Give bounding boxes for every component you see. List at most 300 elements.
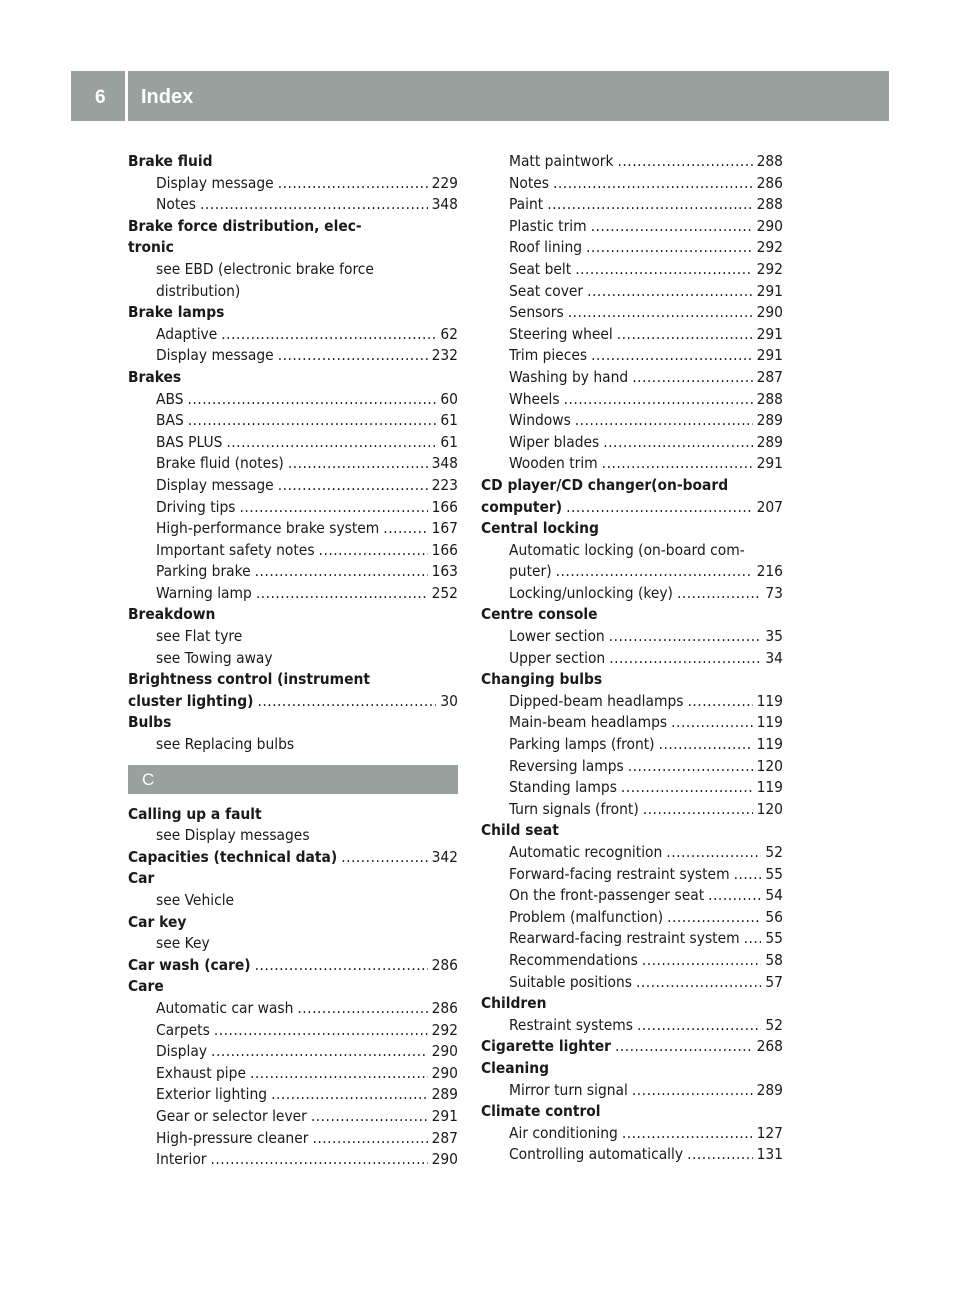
index-entry bbox=[128, 151, 458, 173]
index-subentry bbox=[481, 151, 783, 173]
index-subentry bbox=[481, 972, 783, 994]
entry-text: Brake force distribution, elec- bbox=[128, 216, 362, 235]
entry-text: BAS bbox=[156, 411, 184, 430]
dot-leader bbox=[632, 367, 752, 389]
dot-leader bbox=[297, 998, 427, 1020]
page-reference: 56 bbox=[765, 907, 783, 926]
page-reference: 268 bbox=[756, 1037, 783, 1056]
dot-leader bbox=[618, 151, 753, 173]
entry-text: Controlling automatically bbox=[509, 1145, 684, 1164]
page-reference: 119 bbox=[756, 713, 783, 732]
entry-text: Driving tips bbox=[156, 497, 236, 516]
entry-text: Notes bbox=[509, 173, 549, 192]
index-subentry bbox=[481, 345, 783, 367]
entry-text: Automatic car wash bbox=[156, 998, 294, 1017]
dot-leader bbox=[278, 475, 428, 497]
page-reference: 290 bbox=[431, 1063, 458, 1082]
page-reference: 52 bbox=[765, 1015, 783, 1034]
entry-text: see Towing away bbox=[156, 648, 273, 667]
page-reference: 288 bbox=[756, 152, 783, 170]
page-reference: 73 bbox=[765, 583, 783, 602]
dot-leader bbox=[591, 345, 752, 367]
dot-leader bbox=[615, 1036, 753, 1058]
index-subentry bbox=[128, 518, 458, 540]
index-entry bbox=[481, 1101, 783, 1123]
index-subentry bbox=[128, 173, 458, 195]
dot-leader bbox=[622, 1123, 753, 1145]
dot-leader bbox=[586, 237, 753, 259]
entry-text: Automatic recognition bbox=[509, 843, 663, 861]
page-reference: 127 bbox=[756, 1123, 783, 1142]
index-subentry bbox=[128, 1063, 458, 1085]
index-subentry bbox=[128, 540, 458, 562]
page-reference: 119 bbox=[756, 735, 783, 754]
index-subentry bbox=[481, 410, 783, 432]
entry-text: puter) bbox=[509, 562, 552, 581]
dot-leader bbox=[688, 691, 753, 713]
dot-leader bbox=[214, 1020, 428, 1042]
index-subentry bbox=[481, 1123, 783, 1145]
page-reference: 120 bbox=[756, 799, 783, 818]
index-subentry bbox=[128, 259, 458, 281]
index-entry bbox=[128, 237, 458, 259]
index-subentry bbox=[128, 998, 458, 1020]
entry-text: Lower section bbox=[509, 627, 605, 646]
entry-text: Bulbs bbox=[128, 713, 172, 732]
dot-leader bbox=[553, 173, 753, 195]
entry-text: Car key bbox=[128, 912, 187, 931]
index-entry bbox=[481, 1036, 783, 1058]
entry-text: Display message bbox=[156, 346, 274, 365]
entry-text: BAS PLUS bbox=[156, 432, 223, 451]
page-reference: 291 bbox=[756, 346, 783, 365]
page-reference: 290 bbox=[756, 303, 783, 322]
dot-leader bbox=[250, 1063, 428, 1085]
page-reference: 58 bbox=[765, 950, 783, 969]
index-subentry bbox=[128, 324, 458, 346]
entry-text: Important safety notes bbox=[156, 540, 315, 559]
dot-leader bbox=[383, 518, 427, 540]
entry-text: Windows bbox=[509, 411, 571, 430]
index-subentry bbox=[128, 1084, 458, 1106]
index-entry bbox=[128, 604, 458, 626]
entry-text: Wooden trim bbox=[509, 454, 598, 473]
page-reference: 292 bbox=[431, 1020, 458, 1039]
page-reference: 61 bbox=[440, 411, 458, 430]
index-subentry bbox=[481, 432, 783, 454]
entry-text: distribution) bbox=[156, 281, 241, 300]
page-reference: 286 bbox=[756, 173, 783, 192]
page-reference: 289 bbox=[756, 432, 783, 451]
dot-leader bbox=[643, 799, 753, 821]
entry-text: Brakes bbox=[128, 367, 182, 386]
page-reference: 291 bbox=[756, 281, 783, 300]
page-reference: 216 bbox=[756, 562, 783, 581]
entry-text: see EBD (electronic brake force bbox=[156, 259, 374, 278]
index-entry bbox=[128, 712, 458, 734]
dot-leader bbox=[744, 928, 762, 950]
index-subentry bbox=[128, 1149, 458, 1171]
index-subentry bbox=[128, 497, 458, 519]
entry-text: Car wash (care) bbox=[128, 955, 251, 974]
page-reference: 229 bbox=[431, 173, 458, 192]
dot-leader bbox=[257, 691, 436, 713]
dot-leader bbox=[200, 194, 428, 216]
page-reference: 288 bbox=[756, 389, 783, 408]
entry-text: see Display messages bbox=[156, 826, 310, 845]
section-letter-heading: C bbox=[128, 765, 458, 794]
header-divider bbox=[125, 71, 128, 121]
entry-text: Children bbox=[481, 994, 547, 1013]
index-column-left bbox=[128, 151, 458, 1171]
index-entry bbox=[128, 691, 458, 713]
page-reference: 348 bbox=[431, 454, 458, 473]
dot-leader bbox=[556, 561, 753, 583]
index-entry bbox=[481, 604, 783, 626]
entry-text: Calling up a fault bbox=[128, 804, 262, 823]
index-subentry bbox=[128, 648, 458, 670]
page-reference: 291 bbox=[756, 454, 783, 473]
dot-leader bbox=[666, 842, 761, 864]
index-subentry bbox=[128, 561, 458, 583]
entry-text: Breakdown bbox=[128, 605, 216, 624]
index-subentry bbox=[128, 933, 458, 955]
entry-text: Child seat bbox=[481, 821, 559, 840]
dot-leader bbox=[341, 847, 427, 869]
index-subentry bbox=[128, 1020, 458, 1042]
dot-leader bbox=[587, 281, 752, 303]
entry-text: Brake fluid bbox=[128, 152, 213, 170]
page-reference: 119 bbox=[756, 691, 783, 710]
entry-text: Centre console bbox=[481, 605, 598, 624]
dot-leader bbox=[609, 626, 762, 648]
index-entry bbox=[128, 912, 458, 934]
dot-leader bbox=[734, 864, 762, 886]
index-entry bbox=[128, 302, 458, 324]
index-subentry bbox=[128, 1041, 458, 1063]
index-entry bbox=[481, 820, 783, 842]
dot-leader bbox=[312, 1128, 427, 1150]
entry-text: Parking lamps (front) bbox=[509, 735, 655, 754]
entry-text: Reversing lamps bbox=[509, 756, 624, 775]
entry-text: Interior bbox=[156, 1150, 207, 1169]
page-reference: 252 bbox=[431, 583, 458, 602]
entry-text: Locking/unlocking (key) bbox=[509, 583, 673, 602]
index-subentry bbox=[128, 281, 458, 303]
entry-text: see Key bbox=[156, 934, 210, 953]
entry-text: Restraint systems bbox=[509, 1015, 633, 1034]
index-entry bbox=[128, 804, 458, 826]
entry-text: cluster lighting) bbox=[128, 691, 254, 710]
entry-text: Seat belt bbox=[509, 259, 572, 278]
index-subentry bbox=[481, 237, 783, 259]
entry-text: Care bbox=[128, 977, 164, 996]
page-reference: 288 bbox=[756, 195, 783, 214]
entry-text: Suitable positions bbox=[509, 972, 632, 991]
dot-leader bbox=[255, 955, 428, 977]
page-reference: 292 bbox=[756, 259, 783, 278]
entry-text: Seat cover bbox=[509, 281, 584, 300]
index-subentry bbox=[481, 453, 783, 475]
index-subentry bbox=[481, 302, 783, 324]
index-subentry bbox=[481, 540, 783, 562]
index-subentry bbox=[128, 734, 458, 756]
dot-leader bbox=[575, 259, 752, 281]
index-entry bbox=[481, 497, 783, 519]
index-subentry bbox=[481, 389, 783, 411]
dot-leader bbox=[617, 324, 753, 346]
entry-text: Plastic trim bbox=[509, 216, 587, 235]
page-reference: 163 bbox=[431, 562, 458, 581]
index-subentry bbox=[128, 890, 458, 912]
page-reference: 291 bbox=[756, 324, 783, 343]
index-entry bbox=[481, 1058, 783, 1080]
entry-text: Changing bulbs bbox=[481, 670, 603, 689]
dot-leader bbox=[575, 410, 753, 432]
page-reference: 342 bbox=[431, 847, 458, 866]
dot-leader bbox=[547, 194, 752, 216]
entry-text: Gear or selector lever bbox=[156, 1106, 307, 1125]
index-subentry bbox=[128, 389, 458, 411]
index-subentry bbox=[481, 799, 783, 821]
index-subentry bbox=[128, 345, 458, 367]
index-subentry bbox=[481, 885, 783, 907]
dot-leader bbox=[667, 907, 761, 929]
index-entry bbox=[481, 518, 783, 540]
page-reference: 286 bbox=[431, 955, 458, 974]
page-reference: 287 bbox=[431, 1128, 458, 1147]
dot-leader bbox=[632, 1080, 753, 1102]
page-reference: 232 bbox=[431, 346, 458, 365]
entry-text: Matt paintwork bbox=[509, 152, 614, 170]
entry-text: Roof lining bbox=[509, 238, 583, 257]
dot-leader bbox=[311, 1106, 428, 1128]
entry-text: Standing lamps bbox=[509, 778, 617, 797]
entry-text: High-performance brake system bbox=[156, 519, 380, 538]
entry-text: Trim pieces bbox=[509, 346, 588, 365]
index-entry bbox=[128, 868, 458, 890]
index-subentry bbox=[128, 825, 458, 847]
index-subentry bbox=[481, 1015, 783, 1037]
entry-text: Sensors bbox=[509, 303, 564, 322]
page-reference: 289 bbox=[431, 1085, 458, 1104]
index-entry bbox=[128, 955, 458, 977]
dot-leader bbox=[240, 497, 428, 519]
entry-text: Central locking bbox=[481, 519, 599, 538]
dot-leader bbox=[628, 756, 753, 778]
entry-text: see Flat tyre bbox=[156, 627, 243, 646]
index-subentry bbox=[481, 648, 783, 670]
index-subentry bbox=[481, 734, 783, 756]
page-reference: 35 bbox=[765, 627, 783, 646]
page-reference: 120 bbox=[756, 756, 783, 775]
page-reference: 167 bbox=[431, 519, 458, 538]
dot-leader bbox=[687, 1144, 753, 1166]
entry-text: computer) bbox=[481, 497, 563, 516]
page-reference: 207 bbox=[756, 497, 783, 516]
entry-text: see Vehicle bbox=[156, 891, 235, 909]
entry-text: Adaptive bbox=[156, 324, 218, 343]
index-column-right bbox=[481, 151, 783, 1166]
page-reference: 290 bbox=[431, 1042, 458, 1061]
dot-leader bbox=[708, 885, 761, 907]
entry-text: Steering wheel bbox=[509, 324, 613, 343]
dot-leader bbox=[211, 1149, 428, 1171]
dot-leader bbox=[188, 410, 437, 432]
dot-leader bbox=[188, 389, 437, 411]
dot-leader bbox=[566, 497, 752, 519]
entry-text: Warning lamp bbox=[156, 583, 252, 602]
entry-text: Air conditioning bbox=[509, 1123, 618, 1142]
page-reference: 290 bbox=[756, 216, 783, 235]
entry-text: Forward-facing restraint system bbox=[509, 864, 730, 883]
entry-text: Automatic locking (on-board com- bbox=[509, 540, 745, 559]
entry-text: Car bbox=[128, 869, 155, 888]
dot-leader bbox=[636, 972, 761, 994]
entry-text: Climate control bbox=[481, 1102, 601, 1121]
index-subentry bbox=[481, 756, 783, 778]
entry-text: Dipped-beam headlamps bbox=[509, 691, 684, 710]
dot-leader bbox=[568, 302, 753, 324]
entry-text: Turn signals (front) bbox=[509, 799, 639, 818]
dot-leader bbox=[211, 1041, 428, 1063]
entry-text: Washing by hand bbox=[509, 367, 629, 386]
entry-text: Display message bbox=[156, 475, 274, 494]
index-subentry bbox=[481, 173, 783, 195]
index-subentry bbox=[128, 626, 458, 648]
dot-leader bbox=[671, 712, 752, 734]
page-reference: 291 bbox=[431, 1106, 458, 1125]
index-subentry bbox=[128, 1106, 458, 1128]
index-subentry bbox=[481, 281, 783, 303]
page-reference: 287 bbox=[756, 367, 783, 386]
dot-leader bbox=[278, 345, 428, 367]
entry-text: Brake fluid (notes) bbox=[156, 454, 284, 473]
entry-text: Exterior lighting bbox=[156, 1085, 268, 1104]
page-reference: 286 bbox=[431, 998, 458, 1017]
page-reference: 289 bbox=[756, 411, 783, 430]
index-subentry bbox=[128, 432, 458, 454]
dot-leader bbox=[319, 540, 428, 562]
page-reference: 166 bbox=[431, 497, 458, 516]
index-subentry bbox=[481, 777, 783, 799]
page-reference: 54 bbox=[765, 886, 783, 905]
index-subentry bbox=[481, 1080, 783, 1102]
entry-text: Problem (malfunction) bbox=[509, 907, 664, 926]
dot-leader bbox=[271, 1084, 427, 1106]
entry-text: Display message bbox=[156, 173, 274, 192]
index-subentry bbox=[481, 561, 783, 583]
dot-leader bbox=[226, 432, 436, 454]
entry-text: Cigarette lighter bbox=[481, 1037, 611, 1056]
page-reference: 62 bbox=[440, 324, 458, 343]
dot-leader bbox=[637, 1015, 761, 1037]
page-reference: 61 bbox=[440, 432, 458, 451]
page-header bbox=[71, 71, 889, 121]
index-subentry bbox=[481, 194, 783, 216]
index-entry bbox=[481, 993, 783, 1015]
entry-text: Mirror turn signal bbox=[509, 1080, 628, 1099]
page-reference: 119 bbox=[756, 778, 783, 797]
page-reference: 290 bbox=[431, 1150, 458, 1169]
page-reference: 292 bbox=[756, 238, 783, 257]
dot-leader bbox=[609, 648, 761, 670]
entry-text: Cleaning bbox=[481, 1058, 550, 1077]
entry-text: Wiper blades bbox=[509, 432, 600, 451]
index-subentry bbox=[481, 907, 783, 929]
dot-leader bbox=[642, 950, 762, 972]
page-reference: 55 bbox=[765, 929, 783, 948]
entry-text: Brightness control (instrument bbox=[128, 670, 370, 689]
dot-leader bbox=[278, 173, 428, 195]
index-subentry bbox=[128, 583, 458, 605]
entry-text: On the front-passenger seat bbox=[509, 886, 705, 905]
entry-text: Recommendations bbox=[509, 950, 638, 969]
index-subentry bbox=[481, 950, 783, 972]
dot-leader bbox=[677, 583, 761, 605]
dot-leader bbox=[591, 216, 753, 238]
entry-text: Brake lamps bbox=[128, 303, 225, 322]
index-entry bbox=[128, 976, 458, 998]
page-reference: 348 bbox=[431, 195, 458, 214]
index-subentry bbox=[481, 626, 783, 648]
index-entry bbox=[128, 847, 458, 869]
entry-text: Display bbox=[156, 1042, 208, 1061]
entry-text: see Replacing bulbs bbox=[156, 735, 295, 754]
page-reference: 289 bbox=[756, 1080, 783, 1099]
index-subentry bbox=[481, 583, 783, 605]
index-entry bbox=[128, 367, 458, 389]
entry-text: Upper section bbox=[509, 648, 606, 667]
page-reference: 166 bbox=[431, 540, 458, 559]
index-entry bbox=[128, 216, 458, 238]
page-reference: 52 bbox=[765, 843, 783, 861]
index-subentry bbox=[481, 842, 783, 864]
page-number: 6 bbox=[95, 87, 106, 108]
entry-text: CD player/CD changer(on-board bbox=[481, 475, 729, 494]
dot-leader bbox=[564, 389, 753, 411]
index-subentry bbox=[481, 691, 783, 713]
page-reference: 60 bbox=[440, 389, 458, 408]
entry-text: Capacities (technical data) bbox=[128, 847, 338, 866]
index-subentry bbox=[481, 259, 783, 281]
entry-text: ABS bbox=[156, 389, 184, 408]
index-subentry bbox=[128, 194, 458, 216]
page-reference: 30 bbox=[440, 691, 458, 710]
dot-leader bbox=[288, 453, 428, 475]
dot-leader bbox=[621, 777, 753, 799]
page-reference: 131 bbox=[756, 1145, 783, 1164]
entry-text: Wheels bbox=[509, 389, 560, 408]
page-title: Index bbox=[141, 86, 194, 108]
index-subentry bbox=[481, 367, 783, 389]
index-subentry bbox=[481, 1144, 783, 1166]
entry-text: Notes bbox=[156, 195, 196, 214]
page-reference: 57 bbox=[765, 972, 783, 991]
index-subentry bbox=[481, 864, 783, 886]
entry-text: Carpets bbox=[156, 1020, 210, 1039]
entry-text: tronic bbox=[128, 238, 174, 257]
index-subentry bbox=[128, 410, 458, 432]
index-subentry bbox=[481, 928, 783, 950]
index-entry bbox=[128, 669, 458, 691]
dot-leader bbox=[602, 453, 753, 475]
index-subentry bbox=[128, 1128, 458, 1150]
entry-text: Exhaust pipe bbox=[156, 1063, 246, 1082]
index-subentry bbox=[481, 216, 783, 238]
dot-leader bbox=[659, 734, 753, 756]
dot-leader bbox=[603, 432, 752, 454]
